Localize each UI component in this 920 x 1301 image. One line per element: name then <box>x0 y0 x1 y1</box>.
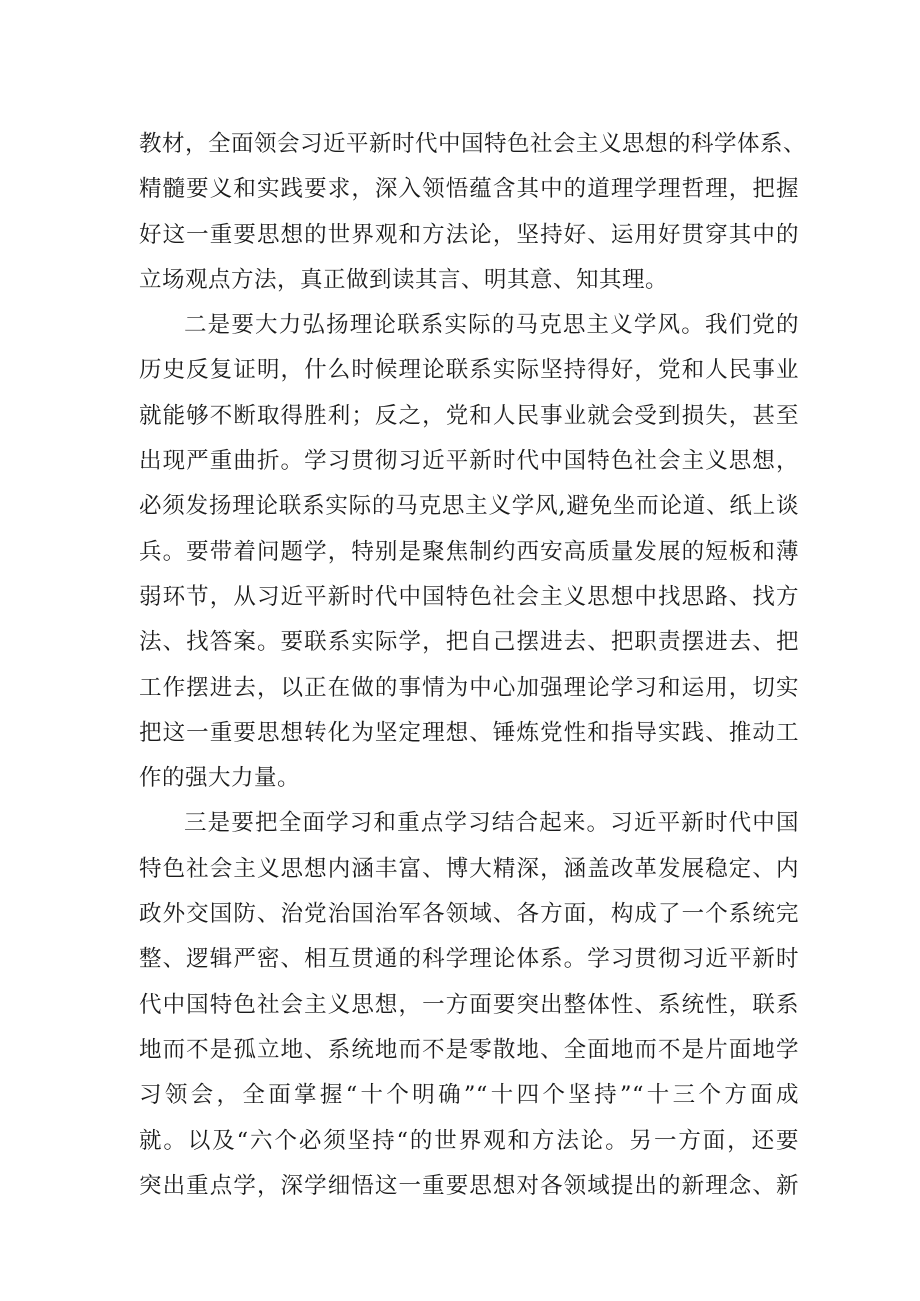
text-line: 特色社会主义思想内涵丰富、博大精深，涵盖改革发展稳定、内 <box>139 855 799 882</box>
text-line: 弱环节，从习近平新时代中国特色社会主义思想中找思路、找方 <box>139 583 799 610</box>
text-line: 历史反复证明，什么时候理论联系实际坚持得好，党和人民事业 <box>139 357 799 384</box>
text-line: 整、逻辑严密、相互贯通的科学理论体系。学习贯彻习近平新时 <box>139 946 799 973</box>
text-line: 工作摆进去，以正在做的事情为中心加强理论学习和运用，切实 <box>139 674 799 701</box>
text-line: 教材，全面领会习近平新时代中国特色社会主义思想的科学体系、 <box>139 131 807 157</box>
text-line: 习领会，全面掌握“十个明确”“十四个坚持”“十三个方面成 <box>139 1082 799 1109</box>
text-line: 地而不是孤立地、系统地而不是零散地、全面地而不是片面地学 <box>139 1036 799 1063</box>
text-line: 精髓要义和实践要求，深入领悟蕴含其中的道理学理哲理，把握 <box>139 176 799 203</box>
text-line: 三是要把全面学习和重点学习结合起来。习近平新时代中国 <box>184 810 799 837</box>
text-line: 就。以及“六个必须坚持“的世界观和方法论。另一方面，还要 <box>139 1127 799 1154</box>
text-line: 代中国特色社会主义思想，一方面要突出整体性、系统性，联系 <box>139 991 799 1018</box>
text-line: 突出重点学，深学细悟这一重要思想对各领域提出的新理念、新 <box>139 1172 799 1199</box>
text-line: 出现严重曲折。学习贯彻习近平新时代中国特色社会主义思想， <box>139 448 799 475</box>
text-line: 把这一重要思想转化为坚定理想、锤炼党性和指导实践、推动工 <box>139 719 799 746</box>
text-line: 法、找答案。要联系实际学，把自己摆进去、把职责摆进去、把 <box>139 629 799 656</box>
body-text <box>139 122 807 1209</box>
text-line: 就能够不断取得胜利；反之，党和人民事业就会受到损失，甚至 <box>139 402 799 429</box>
text-line: 立场观点方法，真正做到读其言、明其意、知其理。 <box>139 266 669 293</box>
text-line: 二是要大力弘扬理论联系实际的马克思主义学风。我们党的 <box>184 312 799 339</box>
text-line: 必须发扬理论联系实际的马克思主义学风,避免坐而论道、纸上谈 <box>139 493 799 520</box>
text-line: 作的强大力量。 <box>139 765 301 792</box>
text-line: 政外交国防、治党治国治军各领域、各方面，构成了一个系统完 <box>139 901 799 928</box>
text-line: 好这一重要思想的世界观和方法论，坚持好、运用好贯穿其中的 <box>139 221 799 248</box>
text-line: 兵。要带着问题学，特别是聚焦制约西安高质量发展的短板和薄 <box>139 538 799 565</box>
